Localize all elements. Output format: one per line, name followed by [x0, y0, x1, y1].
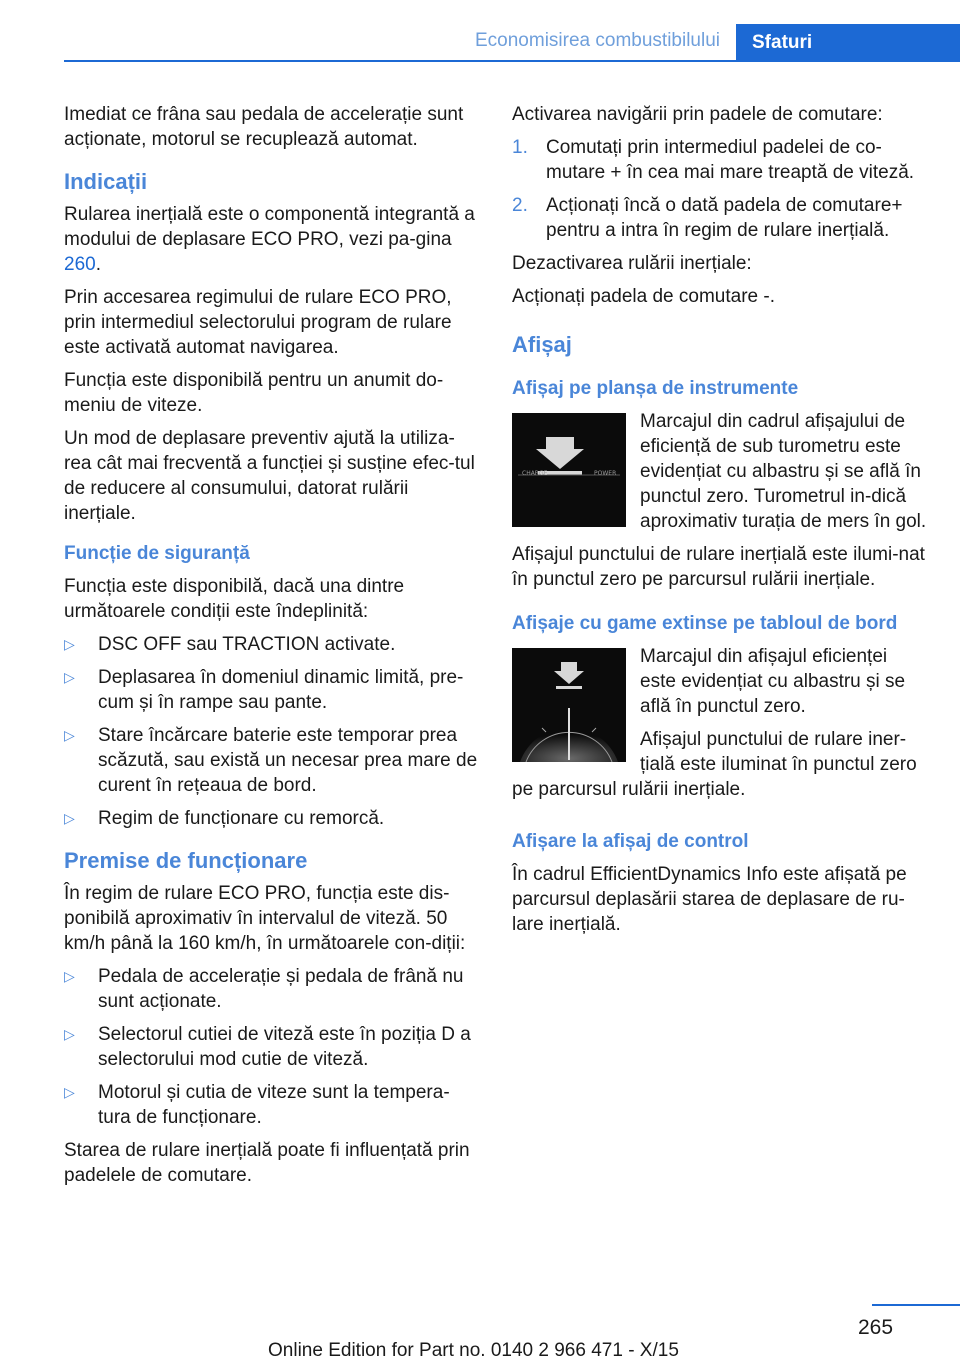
premise-list	[64, 964, 479, 1130]
list-item: ▷ Deplasarea în domeniul dinamic limită, pre‐cum și în rampe sau pante.	[64, 667, 464, 713]
triangle-bullet-icon: ▷	[64, 727, 75, 743]
activare-steps	[512, 135, 928, 243]
indicatii-paragraph-1: Rularea inerțială este o componentă integrantă a modului de deplasare ECO PRO, vezi pa‐gina 260.	[64, 204, 475, 275]
premise-intro: În regim de rulare ECO PRO, funcția este dis‐ponibilă aproximativ în intervalul de viteză. 50 km/h până la 160 km/h, în următoarele con‐diții:	[64, 883, 466, 954]
list-item: ▷ Selectorul cutiei de viteză este în poziția D a selectorului mod cutie de viteză.	[64, 1024, 471, 1070]
planse-paragraph-2: Afișajul punctului de rulare inerțială este ilumi‐nat în punctul zero pe parcursul rulării inerțiale.	[512, 544, 925, 590]
siguranta-intro: Funcția este disponibilă, dacă una dintre următoarele condiții este îndeplinită:	[64, 576, 405, 622]
triangle-bullet-icon: ▷	[64, 810, 75, 826]
list-item: ▷ Stare încărcare baterie este temporar prea scăzută, sau există un necesar prea mare de curent în rețeaua de bord.	[64, 725, 478, 796]
page-link[interactable]: 260	[64, 254, 96, 275]
heading-planse: Afișaj pe planșa de instrumente	[512, 378, 799, 399]
header-rule	[64, 60, 960, 62]
step-item: 2. Acționați încă o dată padela de comutare+ pentru a intra în regim de rulare inerțială.	[512, 195, 903, 241]
activare-intro: Activarea navigării prin padele de comutare:	[512, 104, 883, 125]
triangle-bullet-icon: ▷	[64, 636, 75, 652]
indicatii-paragraph-2: Prin accesarea regimului de rulare ECO PRO, prin intermediul selectorului program de rulare este activată automat navigarea.	[64, 287, 452, 358]
down-arrow-icon	[512, 648, 626, 762]
heading-afisaj: Afișaj	[512, 332, 572, 357]
triangle-bullet-icon: ▷	[64, 1026, 75, 1042]
game-paragraph-2: Afișajul punctului de rulare iner‐țială este iluminat în punctul zero pe parcursul rulării inerțiale.	[512, 729, 917, 800]
heading-game: Afișaje cu game extinse pe tabloul de bord	[512, 613, 898, 634]
indicatii-paragraph-3: Funcția este disponibilă pentru un anumit do‐meniu de viteze.	[64, 370, 444, 416]
premise-outro: Starea de rulare inerțială poate fi influențată prin padelele de comutare.	[64, 1140, 470, 1186]
page-header	[64, 24, 960, 62]
step-item: 1. Comutați prin intermediul padelei de co‐mutare + în cea mai mare treaptă de viteză.	[512, 137, 915, 183]
list-item: ▷ Pedala de accelerație și pedala de frână nu sunt acționate.	[64, 966, 464, 1012]
indicatii-paragraph-4: Un mod de deplasare preventiv ajută la utiliza‐rea cât mai frecventă a funcției și susține efec‐tul de reducere al consumului, datorat rulării inerțiale.	[64, 428, 475, 524]
power-label: POWER	[594, 470, 617, 477]
heading-premise: Premise de funcționare	[64, 848, 308, 873]
section-title: Economisirea combustibilului	[475, 30, 720, 51]
footer-rule	[872, 1304, 960, 1306]
game-paragraph-1: Marcajul din afișajul eficienței este evidențiat cu albastru și se află în punctul zero.	[640, 646, 906, 717]
control-paragraph: În cadrul EfficientDynamics Info este afișată pe parcursul deplasării starea de deplasare de ru‐lare inerțială.	[512, 864, 907, 935]
list-item: ▷ Regim de funcționare cu remorcă.	[64, 808, 385, 829]
intro-paragraph: Imediat ce frâna sau pedala de accelerație sunt acționate, motorul se recuplează automat.	[64, 104, 464, 150]
list-item: ▷ DSC OFF sau TRACTION activate.	[64, 634, 396, 655]
page-number: 265	[858, 1316, 894, 1339]
dezactivare-label: Dezactivarea rulării inerțiale:	[512, 253, 752, 274]
right-column	[512, 102, 928, 945]
down-arrow-icon	[512, 413, 626, 527]
heading-siguranta: Funcție de siguranță	[64, 543, 250, 564]
charge-label: CHARGE	[522, 470, 548, 477]
siguranta-list	[64, 632, 479, 831]
list-item: ▷ Motorul și cutia de viteze sunt la tempera‐tura de funcționare.	[64, 1082, 450, 1128]
step-number: 1.	[512, 137, 528, 158]
triangle-bullet-icon: ▷	[64, 669, 75, 685]
instrument-cluster-image	[512, 413, 626, 527]
extended-dashboard-image	[512, 648, 626, 762]
heading-control: Afișare la afișaj de control	[512, 831, 749, 852]
planse-paragraph-1: Marcajul din cadrul afișajului de eficiență de sub turometru este evidențiat cu albastru și se află în punctul zero. Turometrul in‐dică aproximativ turația de mers în gol.	[640, 411, 927, 532]
edition-footer: Online Edition for Part no. 0140 2 966 471 - X/15	[268, 1340, 679, 1361]
triangle-bullet-icon: ▷	[64, 1084, 75, 1100]
chapter-tab[interactable]: Sfaturi	[736, 24, 960, 62]
step-number: 2.	[512, 195, 528, 216]
triangle-bullet-icon: ▷	[64, 968, 75, 984]
dezactivare-action: Acționați padela de comutare -.	[512, 286, 775, 307]
left-column	[64, 102, 479, 1196]
heading-indicatii: Indicații	[64, 169, 148, 194]
